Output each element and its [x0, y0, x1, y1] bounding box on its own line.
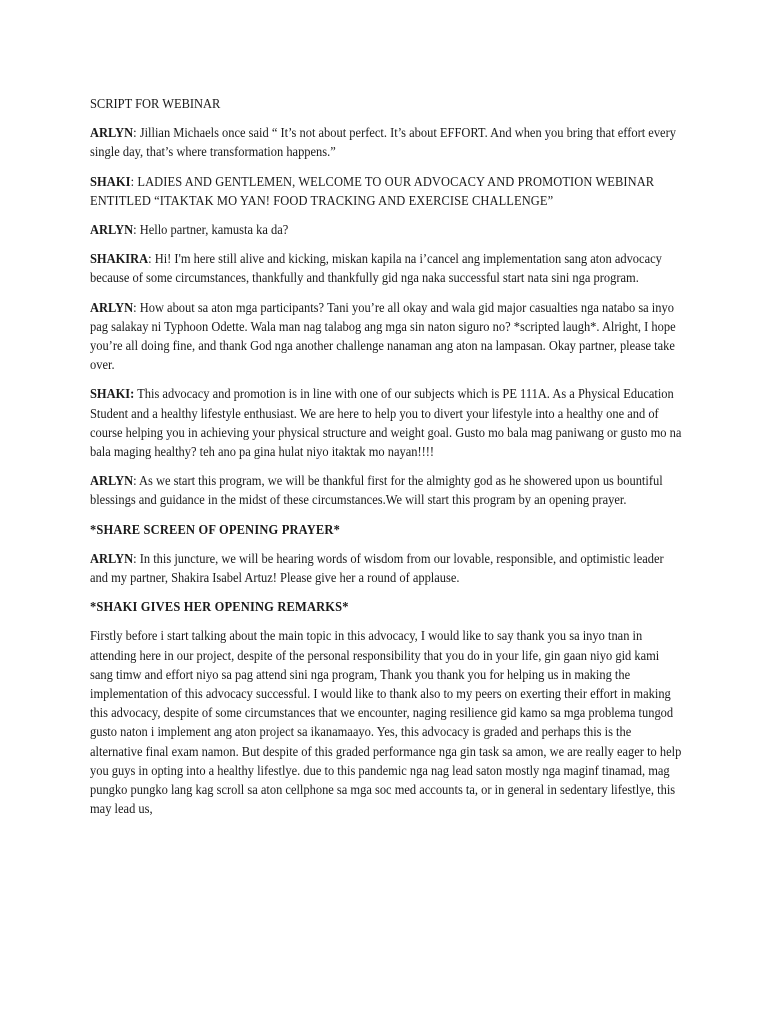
dialogue-line: SHAKIRA: Hi! I'm here still alive and kicking, miskan kapila na i’cancel ang implementation sang aton advocacy because of some circumstances, thankfully and thankfully gid nga naka successful start nata sini nga program.	[90, 251, 662, 286]
dialogue-line: ARLYN: As we start this program, we will be thankful first for the almighty god as he showered upon us bountiful blessings and guidance in the midst of these circumstances.We will start this program by an opening prayer.	[90, 473, 663, 508]
dialogue-text: In this juncture, we will be hearing words of wisdom from our lovable, responsible, and optimistic leader and my partner, Shakira Isabel Artuz! Please give her a round of applause.	[90, 550, 664, 586]
speaker-name: SHAKI:	[90, 386, 135, 402]
dialogue-line: ARLYN: In this juncture, we will be hearing words of wisdom from our lovable, responsible, and optimistic leader and my partner, Shakira Isabel Artuz! Please give her a round of applause.	[90, 550, 664, 586]
dialogue-line: ARLYN: Hello partner, kamusta ka da?	[90, 222, 289, 238]
stage-direction: *SHAKI GIVES HER OPENING REMARKS*	[90, 599, 349, 615]
dialogue-line: ARLYN: How about sa aton mga participants? Tani you’re all okay and wala gid major casualties nga natabo sa inyo pag salakay ni Typhoon Odette. Wala man nag talabog ang mga sin naton siguro no? *scripted laugh*. Alright, I hope you’re all doing fine, and thank God nga another challenge nanaman ang aton na lampasan. Okay partner, please take over.	[90, 299, 676, 373]
speaker-name: ARLYN	[90, 550, 134, 566]
dialogue-line	[90, 384, 682, 461]
dialogue-text: As we start this program, we will be thankful first for the almighty god as he showered upon us bountiful blessings and guidance in the midst of these circumstances.We will start this program by an opening prayer.	[90, 473, 663, 508]
opening-remarks-paragraph: Firstly before i start talking about the main topic in this advocacy, I would like to say thank you sa inyo tnan in attending here in our project, despite of the personal responsibility that you do in your life, gin gaan niyo gid kami sang timw and effort niyo sa pag attend sini nga program, Thank you thank you for helping us in making the implementation of this advocacy successful. I would like to thank also to my peers on exerting their effort in making this advocacy, despite of some circumstances that we encounter, naging resilience gid kamo sa mga problema tungod gusto naton i implement ang aton project sa ikanamaayo. Yes, this advocacy is graded and perhaps this is the alternative final exam namon. But despite of this graded performance nga gin task sa amon, we are really eager to help you guys in opting into a healthy lifestlye. due to this pandemic nga nag lead saton mostly nga maginf tinamad, mag pungko pungko lang kag scroll sa aton cellphone sa mga soc med accounts ta, or in general in sedentary lifestlye, this may lead us,	[90, 628, 682, 817]
speaker-name: ARLYN	[90, 125, 134, 141]
dialogue-line: SHAKI: LADIES AND GENTLEMEN, WELCOME TO OUR ADVOCACY AND PROMOTION WEBINAR ENTITLED “ITAKTAK MO YAN! FOOD TRACKING AND EXERCISE CHALLENGE”	[90, 173, 655, 208]
dialogue-text: This advocacy and promotion is in line with one of our subjects which is PE 111A. As a Physical Education Student and a healthy lifestyle enthusiast. We are here to help you to divert your lifestyle into a healthy one and of course helping you in achieving your physical structure and weight goal. Gusto mo bala mag paniwang or gusto mo na bala maging healthy? teh ano pa gina hulat niyo itaktak mo nayan!!!!	[90, 386, 682, 460]
speaker-name: ARLYN	[90, 473, 134, 489]
dialogue-line: ARLYN: Jillian Michaels once said “ It’s not about perfect. It’s about EFFORT. And when you bring that effort every single day, that’s where transformation happens.”	[90, 125, 676, 160]
document-page	[90, 94, 682, 829]
stage-direction: *SHARE SCREEN OF OPENING PRAYER*	[90, 521, 340, 537]
speaker-name: ARLYN	[90, 222, 134, 238]
speaker-name: SHAKIRA	[90, 251, 149, 267]
dialogue-text: How about sa aton mga participants? Tani you’re all okay and wala gid major casualties nga natabo sa inyo pag salakay ni Typhoon Odette. Wala man nag talabog ang mga sin naton siguro no? *scripted laugh*. Alright, I hope you’re all doing fine, and thank God nga another challenge nanaman ang aton na lampasan. Okay partner, please take over.	[90, 299, 676, 373]
dialogue-text: Hi! I'm here still alive and kicking, miskan kapila na i’cancel ang implementation sang aton advocacy because of some circumstances, thankfully and thankfully gid nga naka successful start nata sini nga program.	[90, 251, 662, 286]
document-title: SCRIPT FOR WEBINAR	[90, 96, 221, 111]
dialogue-text: Jillian Michaels once said “ It’s not about perfect. It’s about EFFORT. And when you bring that effort every single day, that’s where transformation happens.”	[90, 125, 676, 160]
dialogue-text: Hello partner, kamusta ka da?	[139, 222, 289, 238]
speaker-name: ARLYN	[90, 299, 134, 315]
dialogue-text: LADIES AND GENTLEMEN, WELCOME TO OUR ADVOCACY AND PROMOTION WEBINAR ENTITLED “ITAKTAK MO YAN! FOOD TRACKING AND EXERCISE CHALLENGE”	[90, 173, 655, 208]
speaker-name: SHAKI	[90, 173, 131, 189]
